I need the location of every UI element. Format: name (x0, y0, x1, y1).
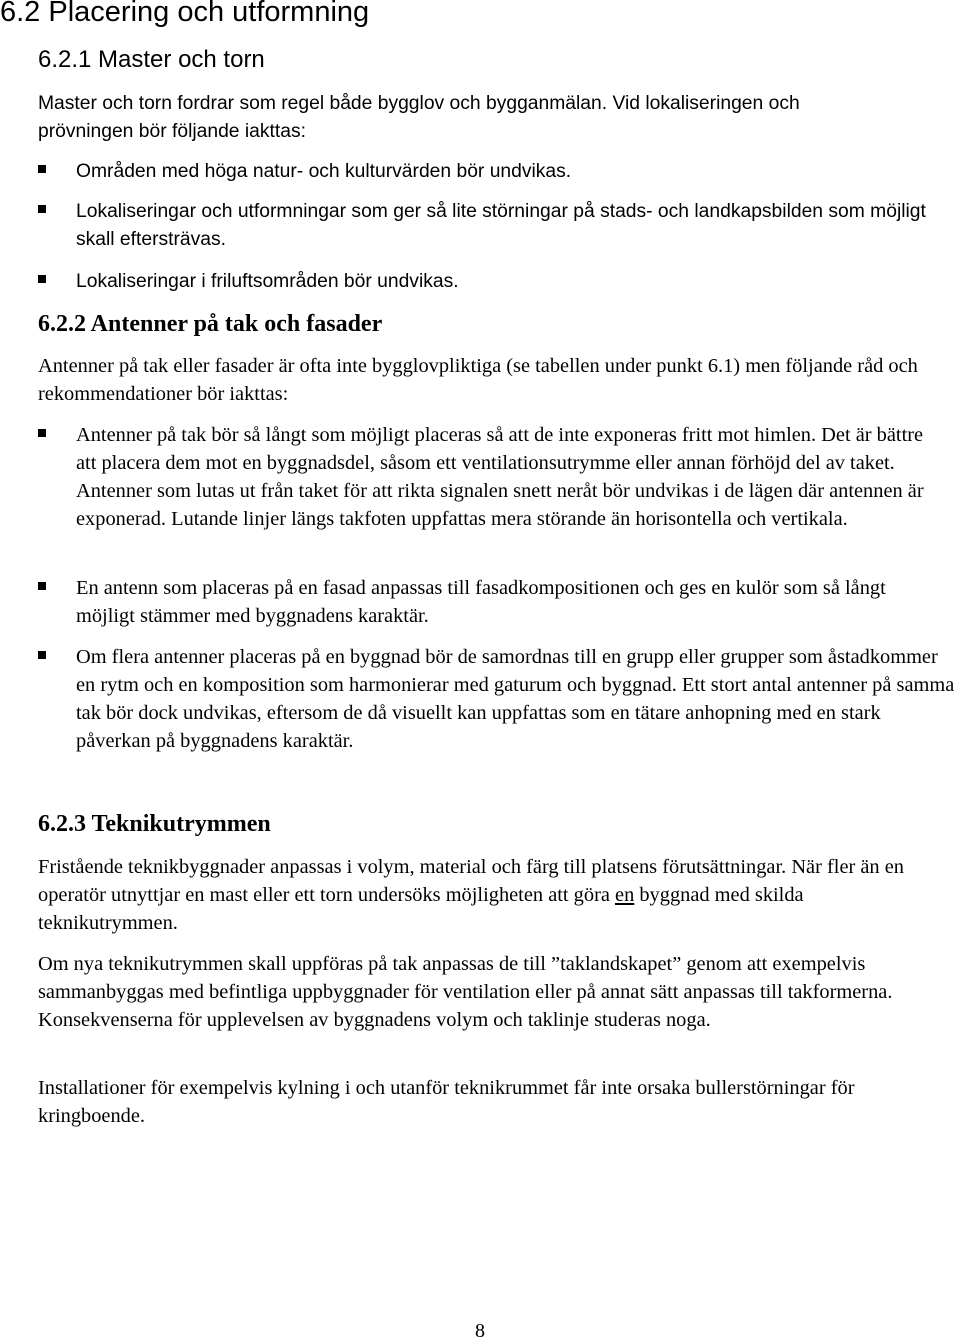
technical-rooms-paragraph-2: Om nya teknikutrymmen skall uppföras på tak anpassas de till ”taklandskapet” genom att exempelvis sammanbyggas med befintliga uppbyggnader för ventilation eller på annat sätt anpassas till takformerna. Konsekvenserna för upplevelsen av byggnadens volym och taklinje studeras noga. (38, 953, 893, 1031)
bullet-text: Om flera antenner placeras på en byggnad bör de samordnas till en grupp eller grupper som åstadkommer en rytm och en komposition som harmonierar med gaturum och byggnad. Ett stort antal antenner på samma tak bör dock undvikas, eftersom de då visuellt kan uppfattas som en tätare anhopning med en stark påverkan på byggnadens karaktär. (76, 646, 955, 752)
bullet-square-icon (38, 165, 46, 173)
antennas-bullet-item (38, 421, 958, 533)
subsection-heading-technical-rooms: 6.2.3 Teknikutrymmen (38, 811, 271, 837)
bullet-square-icon (38, 275, 46, 283)
bullet-square-icon (38, 651, 46, 659)
bullet-text: Lokaliseringar i friluftsområden bör undvikas. (76, 271, 459, 292)
subsection-heading-masts: 6.2.1 Master och torn (38, 46, 265, 73)
technical-rooms-paragraph-1 (38, 853, 943, 937)
bullet-text: Lokaliseringar och utformningar som ger så lite störningar på stads- och landkapsbilden som möjligt skall eftersträvas. (76, 201, 926, 250)
technical-rooms-paragraph-3: Installationer för exempelvis kylning i och utanför teknikrummet får inte orsaka bullerstörningar för kringboende. (38, 1077, 855, 1127)
bullet-square-icon (38, 205, 46, 213)
antennas-intro: Antenner på tak eller fasader är ofta inte bygglovpliktiga (se tabellen under punkt 6.1) men följande råd och rekommendationer bör iakttas: (38, 355, 918, 405)
underlined-word: en (615, 884, 635, 906)
paragraph-text: Fristående teknikbyggnader anpassas i volym, material och färg till platsens förutsättningar. När fler än en operatör utnyttjar en mast eller ett torn undersöks möjligheten att göra (38, 856, 904, 906)
bullet-text: Områden med höga natur- och kulturvärden bör undvikas. (76, 161, 572, 182)
paragraph-text: byggnad med skilda teknikutrymmen. (38, 884, 804, 934)
section-heading: 6.2 Placering och utformning (0, 0, 370, 28)
bullet-square-icon (38, 429, 46, 437)
subsection-heading-antennas: 6.2.2 Antenner på tak och fasader (38, 311, 383, 337)
masts-bullet-item (38, 198, 958, 254)
bullet-square-icon (38, 582, 46, 590)
page-number: 8 (475, 1320, 485, 1342)
masts-intro-line-2: prövningen bör följande iakttas: (38, 121, 306, 142)
masts-bullet-item (38, 158, 958, 186)
bullet-text: En antenn som placeras på en fasad anpassas till fasadkompositionen och ges en kulör som så långt möjligt stämmer med byggnadens karaktär. (76, 577, 886, 627)
masts-intro-line-1: Master och torn fordrar som regel både bygglov och bygganmälan. Vid lokaliseringen och (38, 93, 800, 114)
masts-bullet-item (38, 268, 958, 296)
antennas-bullet-item (38, 643, 958, 755)
bullet-text: Antenner på tak bör så långt som möjligt placeras så att de inte exponeras fritt mot himlen. Det är bättre att placera dem mot en byggnadsdel, såsom ett ventilationsutrymme eller annan förhöjd del av taket. Antenner som lutas ut från taket för att rikta signalen snett neråt bör undvikas i de lägen där antennen är exponerad. Lutande linjer längs takfoten uppfattas mera störande än horisontella och vertikala. (76, 424, 924, 530)
antennas-bullet-item (38, 574, 958, 630)
